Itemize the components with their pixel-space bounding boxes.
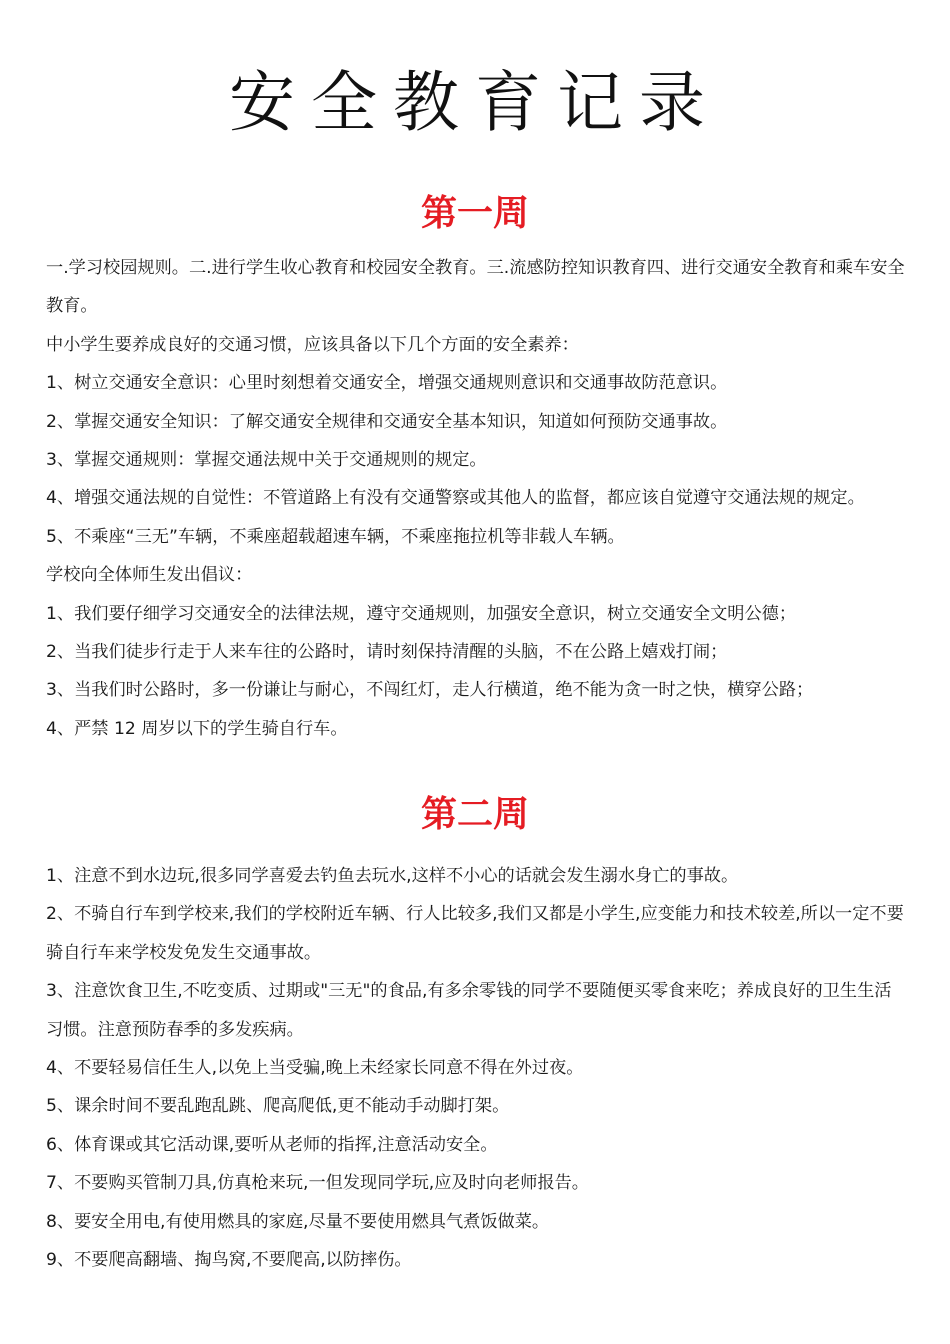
week1-paragraph: 2、当我们徒步行走于人来车往的公路时，请时刻保持清醒的头脑，不在公路上嬉戏打闹； (46, 642, 728, 663)
week1-paragraph: 一.学习校园规则。二.进行学生收心教育和校园安全教育。三.流感防控知识教育四、进行交通安全教育和乘车安全教育。 (46, 258, 905, 317)
week2-paragraph: 9、不要爬高翻墙、掏鸟窝,不要爬高,以防摔伤。 (46, 1250, 412, 1271)
week2-paragraph: 6、体育课或其它活动课,要听从老师的指挥,注意活动安全。 (46, 1134, 498, 1155)
week2-content (46, 857, 908, 1279)
week2-paragraph: 8、要安全用电,有使用燃具的家庭,尽量不要使用燃具气煮饭做菜。 (46, 1211, 550, 1232)
week1-paragraph: 1、我们要仔细学习交通安全的法律法规，遵守交通规则，加强安全意识，树立交通安全文明公德； (46, 603, 797, 624)
week1-content (46, 249, 908, 748)
week1-paragraph: 1、树立交通安全意识：心里时刻想着交通安全，增强交通规则意识和交通事故防范意识。 (46, 373, 728, 394)
week2-paragraph: 3、注意饮食卫生,不吃变质、过期或"三无"的食品,有多余零钱的同学不要随便买零食来吃；养成良好的卫生生活习惯。注意预防春季的多发疾病。 (46, 981, 892, 1040)
week2-paragraph: 2、不骑自行车到学校来,我们的学校附近车辆、行人比较多,我们又都是小学生,应变能力和技术较差,所以一定不要骑自行车来学校发免发生交通事故。 (46, 904, 904, 963)
week1-paragraph: 中小学生要养成良好的交通习惯，应该具备以下几个方面的安全素养： (46, 334, 579, 355)
week1-heading: 第一周 (420, 193, 529, 234)
week1-paragraph: 2、掌握交通安全知识：了解交通安全规律和交通安全基本知识，知道如何预防交通事故。 (46, 411, 728, 432)
week1-paragraph: 3、掌握交通规则：掌握交通法规中关于交通规则的规定。 (46, 450, 487, 471)
week2-paragraph: 7、不要购买管制刀具,仿真枪来玩,一但发现同学玩,应及时向老师报告。 (46, 1173, 589, 1194)
week2-paragraph: 4、不要轻易信任生人,以免上当受骗,晚上未经家长同意不得在外过夜。 (46, 1058, 584, 1079)
week1-paragraph: 学校向全体师生发出倡议： (46, 565, 253, 586)
week2-heading: 第二周 (420, 794, 529, 835)
week1-paragraph: 4、严禁 12 周岁以下的学生骑自行车。 (46, 718, 348, 739)
week1-paragraph: 3、当我们时公路时，多一份谦让与耐心，不闯红灯，走人行横道，绝不能为贪一时之快，横穿公路； (46, 680, 814, 701)
document-title: 安全教育记录 (229, 64, 721, 141)
week2-paragraph: 5、课余时间不要乱跑乱跳、爬高爬低,更不能动手动脚打架。 (46, 1096, 510, 1117)
week2-paragraph: 1、注意不到水边玩,很多同学喜爱去钓鱼去玩水,这样不小心的话就会发生溺水身亡的事故。 (46, 866, 739, 886)
week1-paragraph: 5、不乘座“三无”车辆，不乘座超载超速车辆，不乘座拖拉机等非载人车辆。 (46, 526, 625, 547)
week1-paragraph: 4、增强交通法规的自觉性：不管道路上有没有交通警察或其他人的监督，都应该自觉遵守交通法规的规定。 (46, 488, 865, 509)
